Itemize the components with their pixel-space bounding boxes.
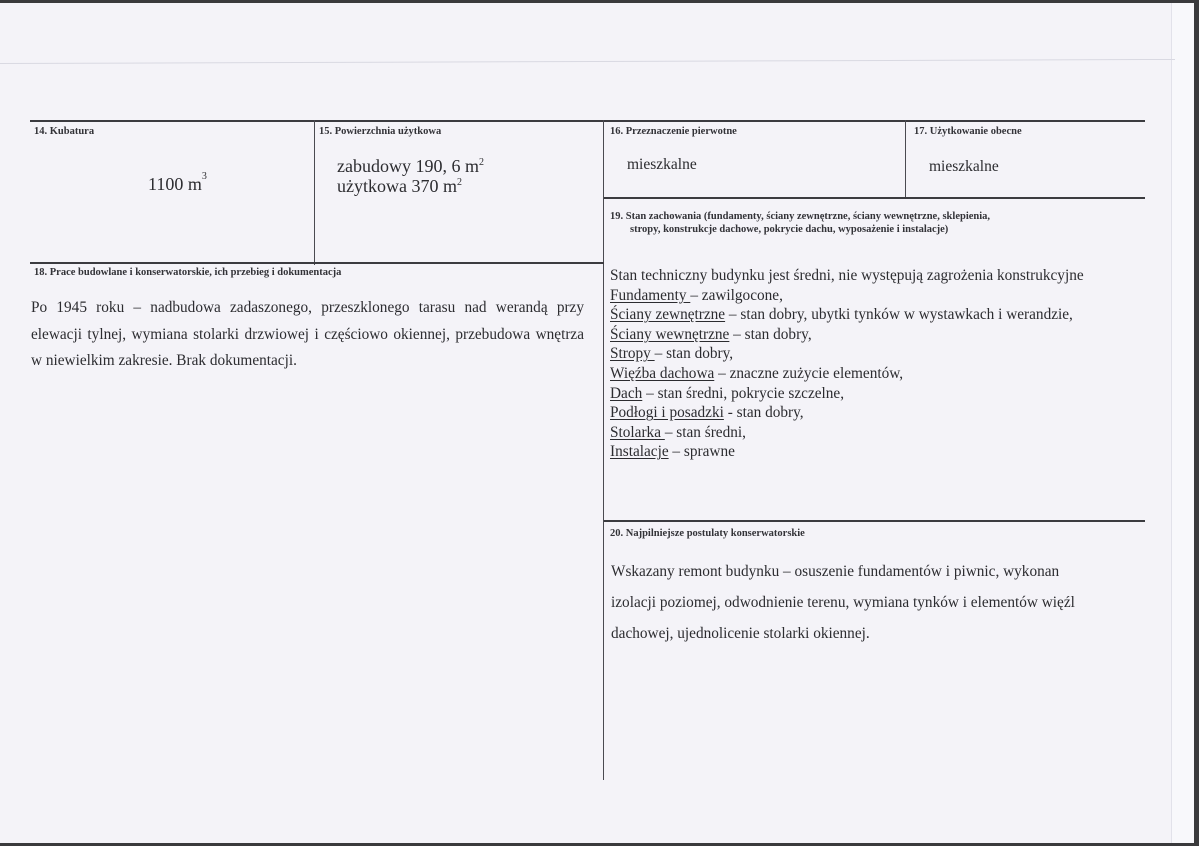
field-20-text	[611, 556, 1126, 649]
field-20-line: dachowej, ujednolicenie stolarki okiennej.	[611, 625, 870, 642]
condition-item: Podłogi i posadzki - stan dobry,	[610, 404, 804, 422]
field-19-label-line2: stropy, konstrukcje dachowe, pokrycie dachu, wyposażenie i instalacje)	[630, 224, 949, 235]
condition-item: Ściany wewnętrzne – stan dobry,	[610, 325, 812, 343]
field-16-value: mieszkalne	[627, 156, 697, 173]
divider-14-15	[314, 120, 315, 265]
paper-fold-line	[0, 59, 1175, 64]
condition-item: Stolarka – stan średni,	[610, 423, 746, 441]
field-19-label-line1: 19. Stan zachowania (fundamenty, ściany zewnętrzne, ściany wewnętrzne, sklepienia,	[610, 211, 991, 222]
field-17-label: 17. Użytkowanie obecne	[914, 126, 1022, 137]
border-above-20	[604, 520, 1145, 522]
condition-item: Instalacje – sprawne	[610, 443, 735, 461]
condition-intro: Stan techniczny budynku jest średni, nie występują zagrożenia konstrukcyjne	[610, 267, 1084, 284]
scanned-form-page	[0, 3, 1194, 843]
field-15-value: zabudowy 190, 6 $m^2$ użytkowa 370 $m^2$	[337, 156, 484, 196]
field-18-label: 18. Prace budowlane i konserwatorskie, ich przebieg i dokumentacja	[34, 267, 342, 278]
condition-item: Więźba dachowa – znaczne zużycie elementów,	[610, 364, 904, 382]
divider-main-column	[603, 120, 604, 780]
border-above-18	[30, 262, 604, 264]
field-16-label: 16. Przeznaczenie pierwotne	[610, 126, 737, 137]
field-20-line: izolacji poziomej, odwodnienie terenu, wymiana tynków i elementów więźl	[611, 594, 1075, 611]
field-20-label: 20. Najpilniejsze postulaty konserwatorskie	[610, 528, 805, 539]
condition-item: Stropy – stan dobry,	[610, 345, 734, 363]
divider-16-17	[905, 120, 906, 197]
condition-item: Fundamenty – zawilgocone,	[610, 286, 783, 304]
field-18-text: Po 1945 roku – nadbudowa zadaszonego, przeszklonego tarasu nad werandą przy elewacji tylnej, wymiana stolarki drzwiowej i częściowo okiennej, przebudowa wnętrza w niewielkim zakresie. Brak dokumentacji.	[31, 299, 584, 369]
field-17-value: mieszkalne	[929, 158, 999, 175]
table-top-border	[30, 120, 1145, 122]
field-20-line: Wskazany remont budynku – osuszenie fundamentów i piwnic, wykonan	[611, 563, 1060, 580]
field-14-value: 1100 $m^3$	[148, 171, 207, 194]
field-19-condition-list	[610, 266, 1084, 462]
scan-edge-strip	[1171, 3, 1194, 843]
condition-item: Ściany zewnętrzne – stan dobry, ubytki tynków w wystawkach i werandzie,	[610, 306, 1073, 324]
condition-item: Dach – stan średni, pokrycie szczelne,	[610, 384, 845, 402]
field-15-label: 15. Powierzchnia użytkowa	[319, 126, 442, 137]
field-14-label: 14. Kubatura	[34, 126, 95, 137]
border-above-19	[604, 197, 1145, 199]
